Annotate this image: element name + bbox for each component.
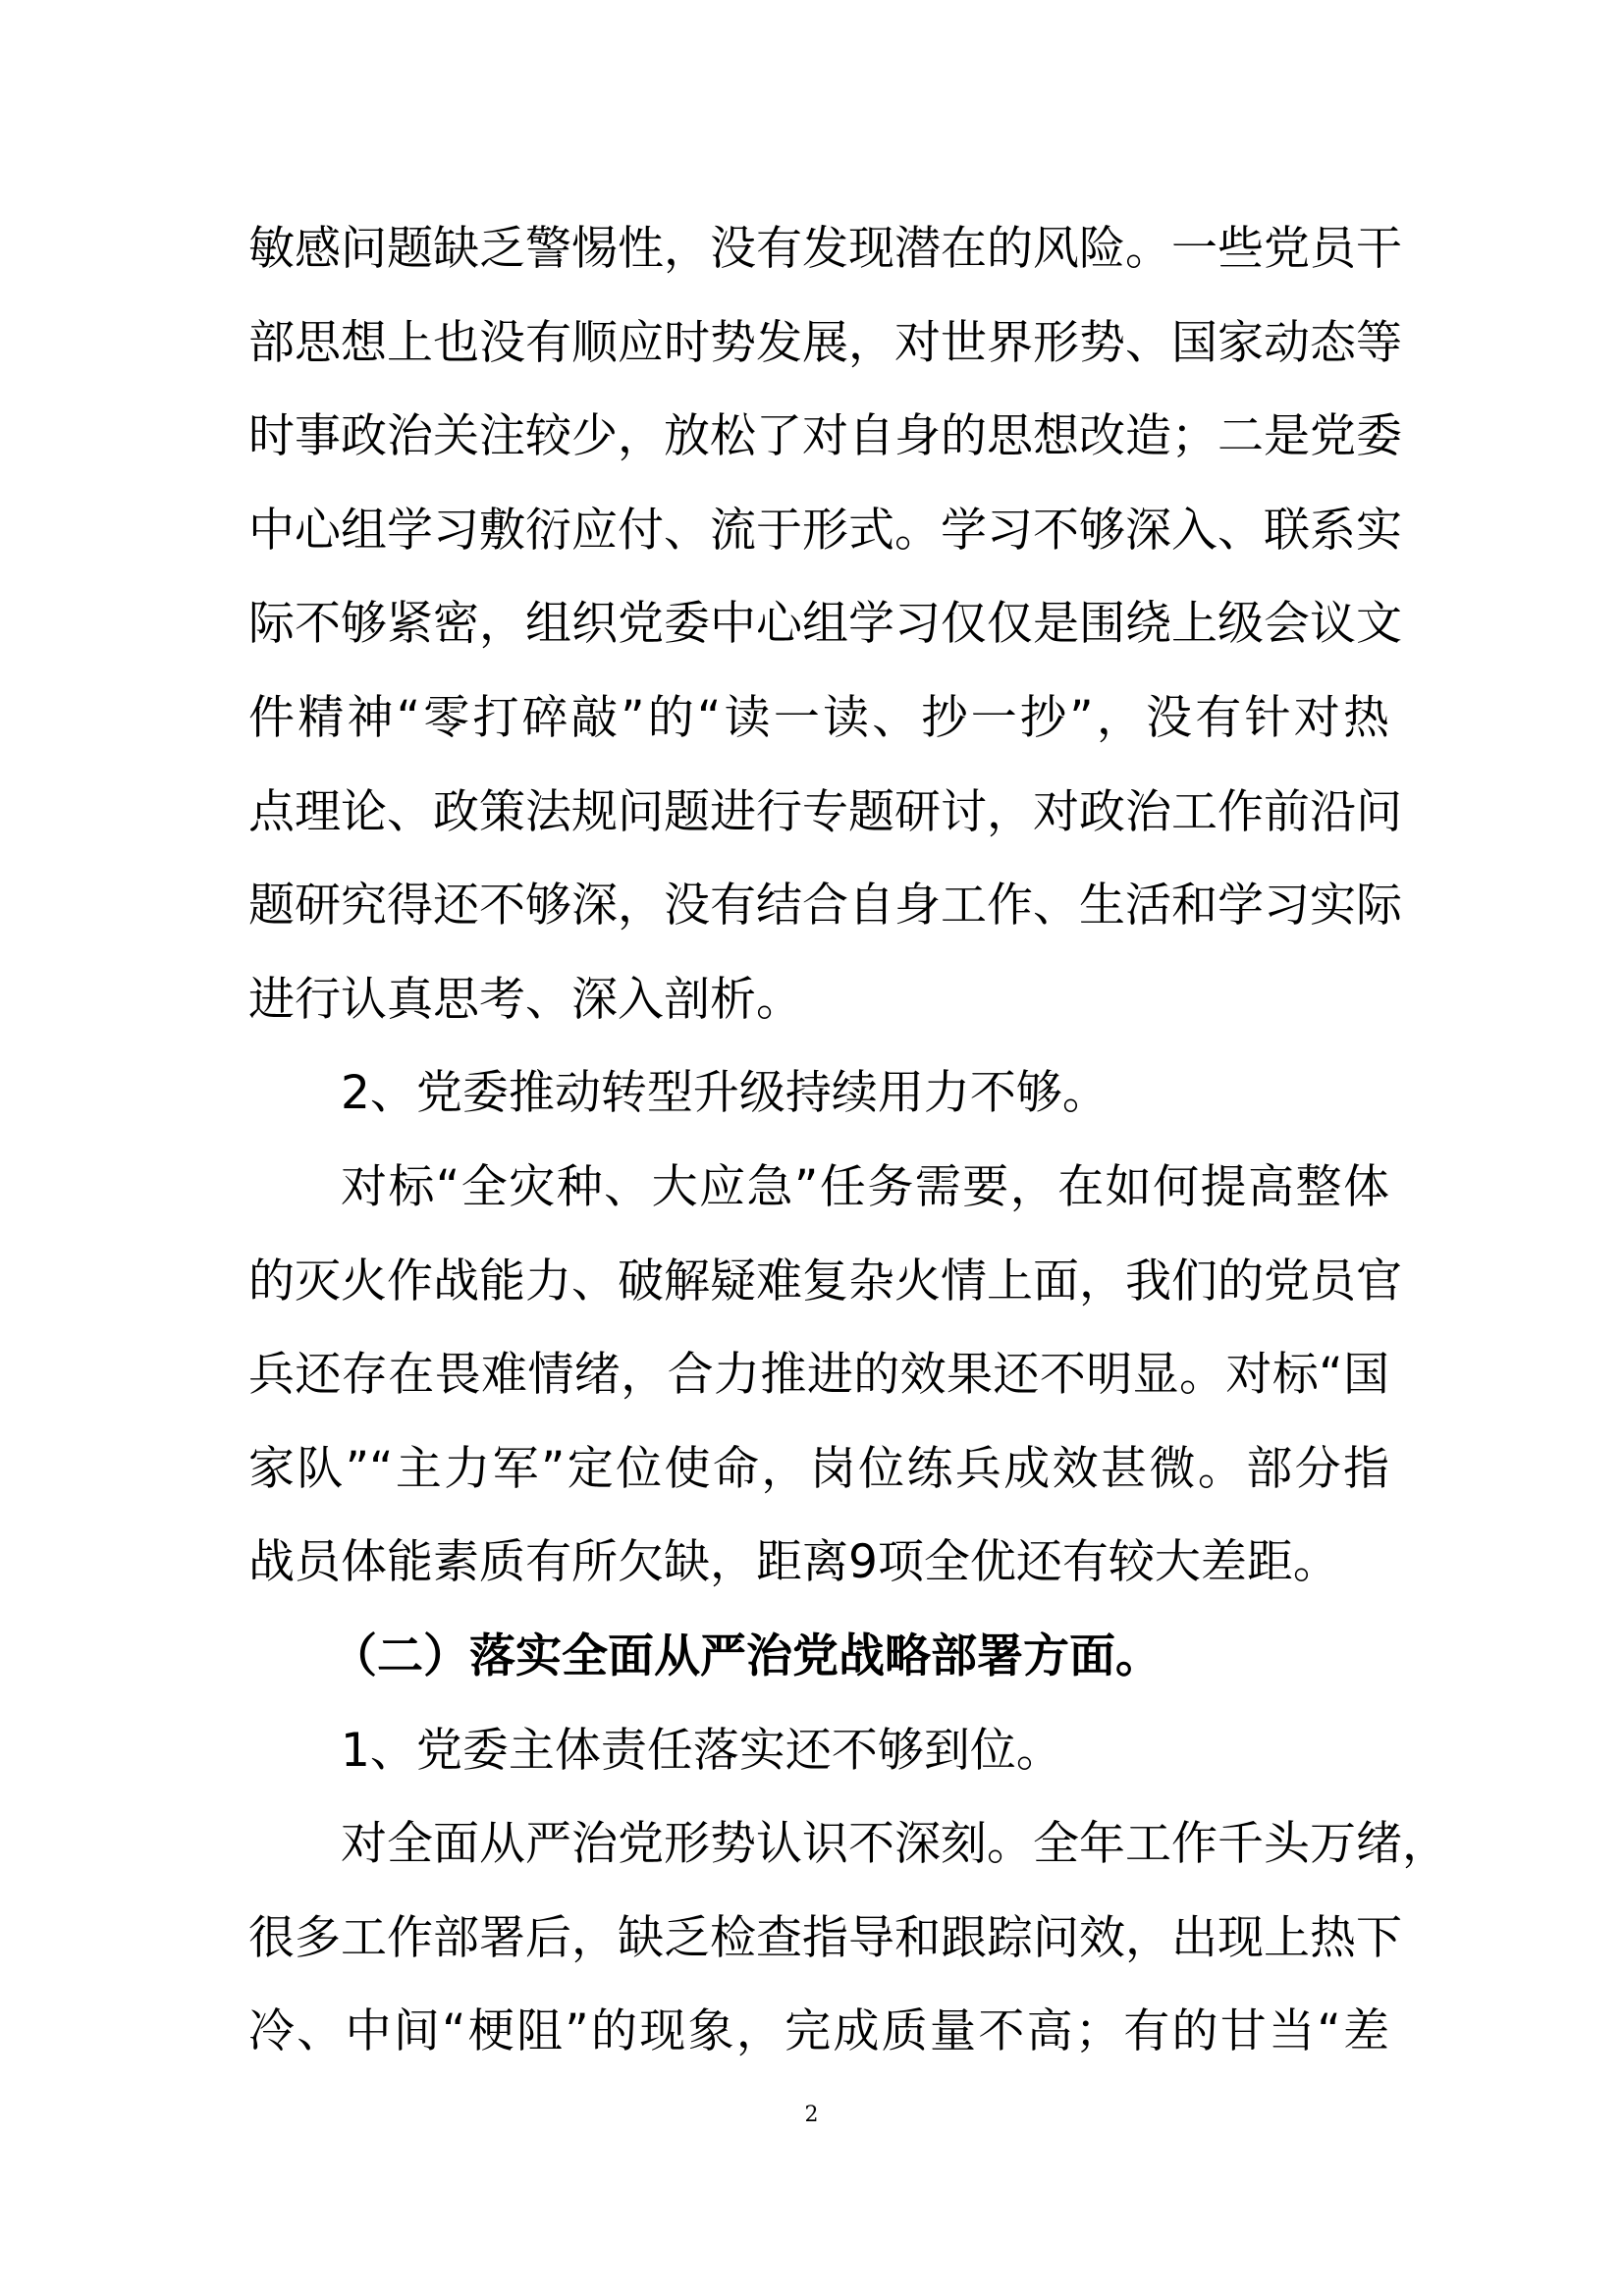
body-text-line: 冷、中间“梗阻”的现象，完成质量不高；有的甘当“差 [248,2004,1389,2058]
body-text-line: 件精神“零打碎敲”的“读一读、抄一抄”，没有针对热 [248,691,1389,745]
section-heading: （二）落实全面从严治党战略部署方面。 [331,1629,1162,1683]
body-text-line: 点理论、政策法规问题进行专题研讨，对政治工作前沿问 [248,785,1402,839]
subheading: 2、党委推动转型升级持续用力不够。 [341,1066,1109,1120]
body-text-line: 敏感问题缺乏警惕性，没有发现潜在的风险。一些党员干 [248,222,1402,276]
body-text-line: 兵还存在畏难情绪，合力推进的效果还不明显。对标“国 [248,1348,1389,1402]
body-text-line: 时事政治关注较少，放松了对自身的思想改造；二是党委 [248,409,1402,463]
body-text-line: 际不够紧密，组织党委中心组学习仅仅是围绕上级会议文 [248,597,1402,651]
body-text-line: 题研究得还不够深，没有结合自身工作、生活和学习实际 [248,879,1402,933]
body-text-line: 很多工作部署后，缺乏检查指导和跟踪问效，出现上热下 [248,1911,1402,1965]
body-text-line: 的灭火作战能力、破解疑难复杂火情上面，我们的党员官 [248,1255,1402,1308]
body-text-line: 部思想上也没有顺应时势发展，对世界形势、国家动态等 [248,316,1402,370]
page-number: 2 [804,2103,819,2127]
subheading: 1、党委主体责任落实还不够到位。 [341,1724,1062,1778]
body-text-line: 对全面从严治党形势认识不深刻。全年工作千头万绪， [341,1817,1448,1871]
body-text-line: 战员体能素质有所欠缺，距离9项全优还有较大差距。 [248,1535,1339,1589]
body-text-line: 进行认真思考、深入剖析。 [248,973,802,1027]
body-text-line: 中心组学习敷衍应付、流于形式。学习不够深入、联系实 [248,504,1402,558]
body-text-line: 对标“全灾种、大应急”任务需要，在如何提高整体 [341,1160,1389,1214]
body-text-line: 家队”“主力军”定位使命，岗位练兵成效甚微。部分指 [248,1442,1389,1496]
